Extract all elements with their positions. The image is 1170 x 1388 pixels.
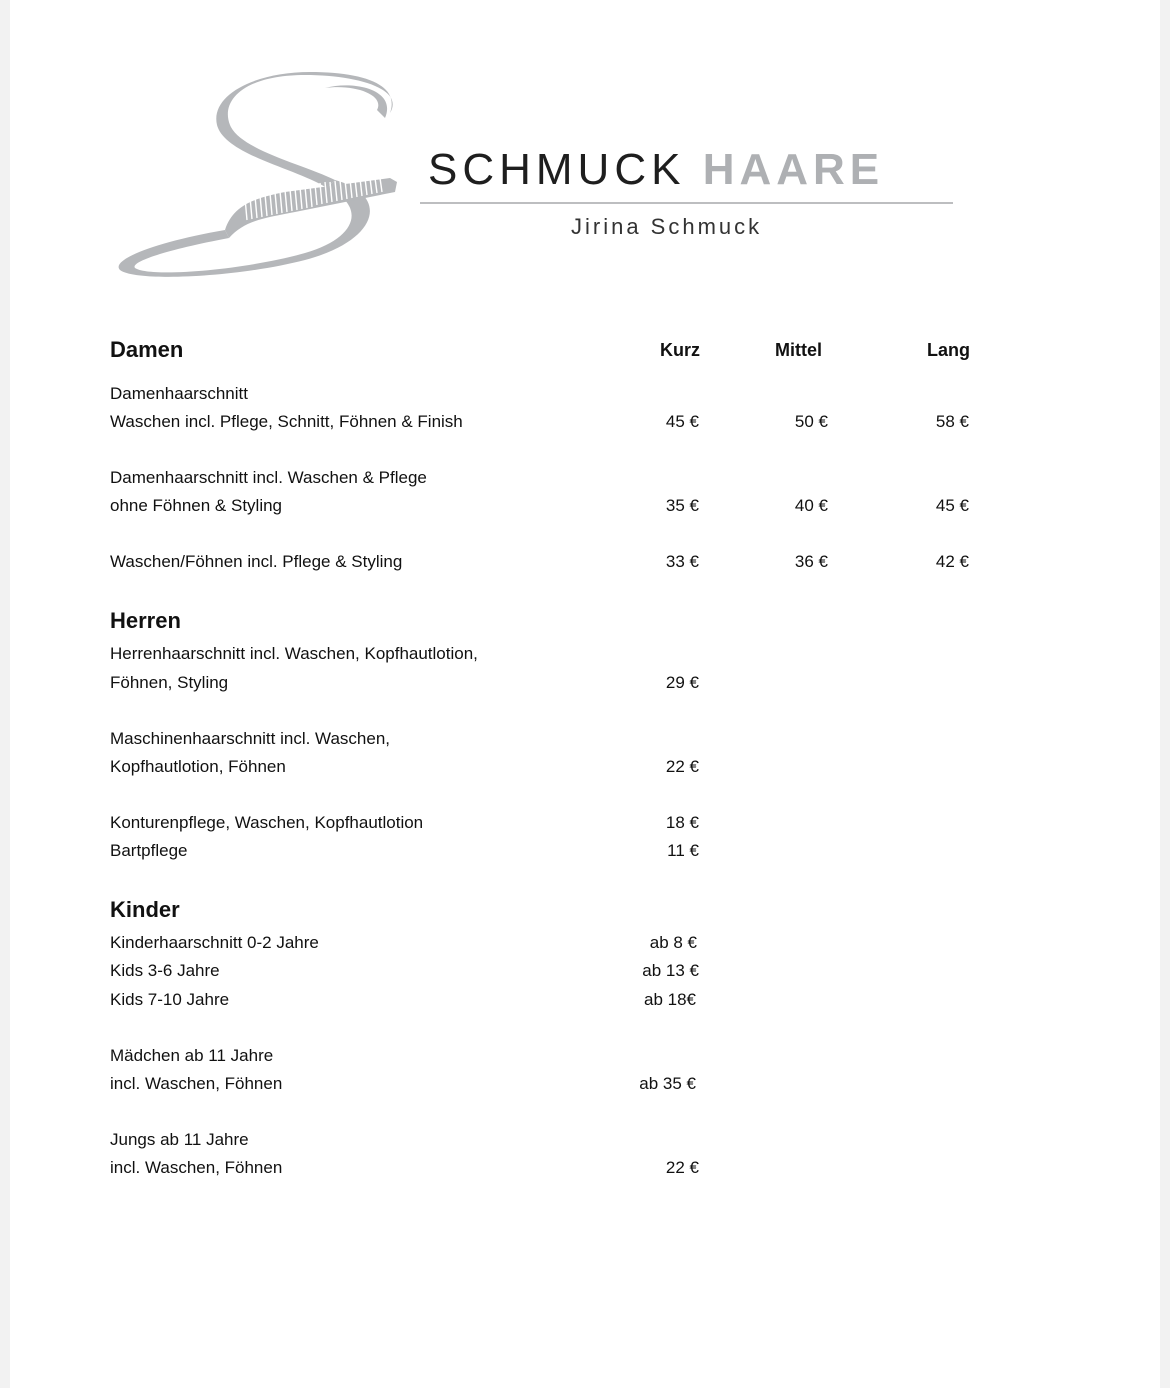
service-name: Damenhaarschnitt <box>110 384 248 403</box>
service-name: Jungs ab 11 Jahre <box>110 1130 249 1149</box>
price-lang: 45 € <box>935 496 969 515</box>
column-header-mittel: Mittel <box>775 340 822 360</box>
section-title-damen: Damen <box>110 337 184 362</box>
price: 22 € <box>665 1158 699 1177</box>
price: 18 € <box>665 813 699 832</box>
service-description: incl. Waschen, Föhnen <box>110 1158 283 1177</box>
price: ab 18€ <box>644 990 696 1009</box>
service-description: Kopfhautlotion, Föhnen <box>110 757 286 776</box>
service-name: Kids 7-10 Jahre <box>110 990 230 1009</box>
salon-logo-s-comb-icon <box>105 70 405 295</box>
service-name: Damenhaarschnitt incl. Waschen & Pflege <box>110 468 427 487</box>
brand-word-schmuck: SCHMUCK <box>428 145 686 194</box>
service-description: incl. Waschen, Föhnen <box>110 1074 283 1093</box>
price-mittel: 36 € <box>794 552 828 571</box>
price-mittel: 50 € <box>794 412 828 431</box>
service-name: Waschen/Föhnen incl. Pflege & Styling <box>110 552 403 571</box>
service-description: Waschen incl. Pflege, Schnitt, Föhnen & Finish <box>110 412 463 431</box>
service-name: Maschinenhaarschnitt incl. Waschen, <box>110 729 391 748</box>
price: 11 € <box>667 841 699 860</box>
price-mittel: 40 € <box>794 496 828 515</box>
price-kurz: 33 € <box>665 552 699 571</box>
brand-divider <box>420 202 953 204</box>
price: 22 € <box>665 757 699 776</box>
service-description: Föhnen, Styling <box>110 673 229 692</box>
price: ab 8 € <box>649 933 697 952</box>
column-header-kurz: Kurz <box>660 340 700 360</box>
brand-name <box>428 142 884 198</box>
service-name: Herrenhaarschnitt incl. Waschen, Kopfhautlotion, <box>110 644 478 663</box>
service-name: Konturenpflege, Waschen, Kopfhautlotion <box>110 813 424 832</box>
service-name: Kids 3-6 Jahre <box>110 961 220 980</box>
service-description: ohne Föhnen & Styling <box>110 496 283 515</box>
price: ab 35 € <box>639 1074 696 1093</box>
price-lang: 58 € <box>935 412 969 431</box>
column-header-lang: Lang <box>927 340 970 360</box>
section-title-herren: Herren <box>110 608 181 633</box>
brand-word-haare: HAARE <box>702 145 885 194</box>
service-name: Mädchen ab 11 Jahre <box>110 1046 274 1065</box>
price-kurz: 45 € <box>665 412 699 431</box>
price: ab 13 € <box>642 961 699 980</box>
service-name: Bartpflege <box>110 841 188 860</box>
price: 29 € <box>665 673 699 692</box>
price-lang: 42 € <box>935 552 969 571</box>
section-title-kinder: Kinder <box>110 897 180 922</box>
price-kurz: 35 € <box>665 496 699 515</box>
service-name: Kinderhaarschnitt 0-2 Jahre <box>110 933 319 952</box>
brand-subtitle: Jirina Schmuck <box>571 214 763 239</box>
